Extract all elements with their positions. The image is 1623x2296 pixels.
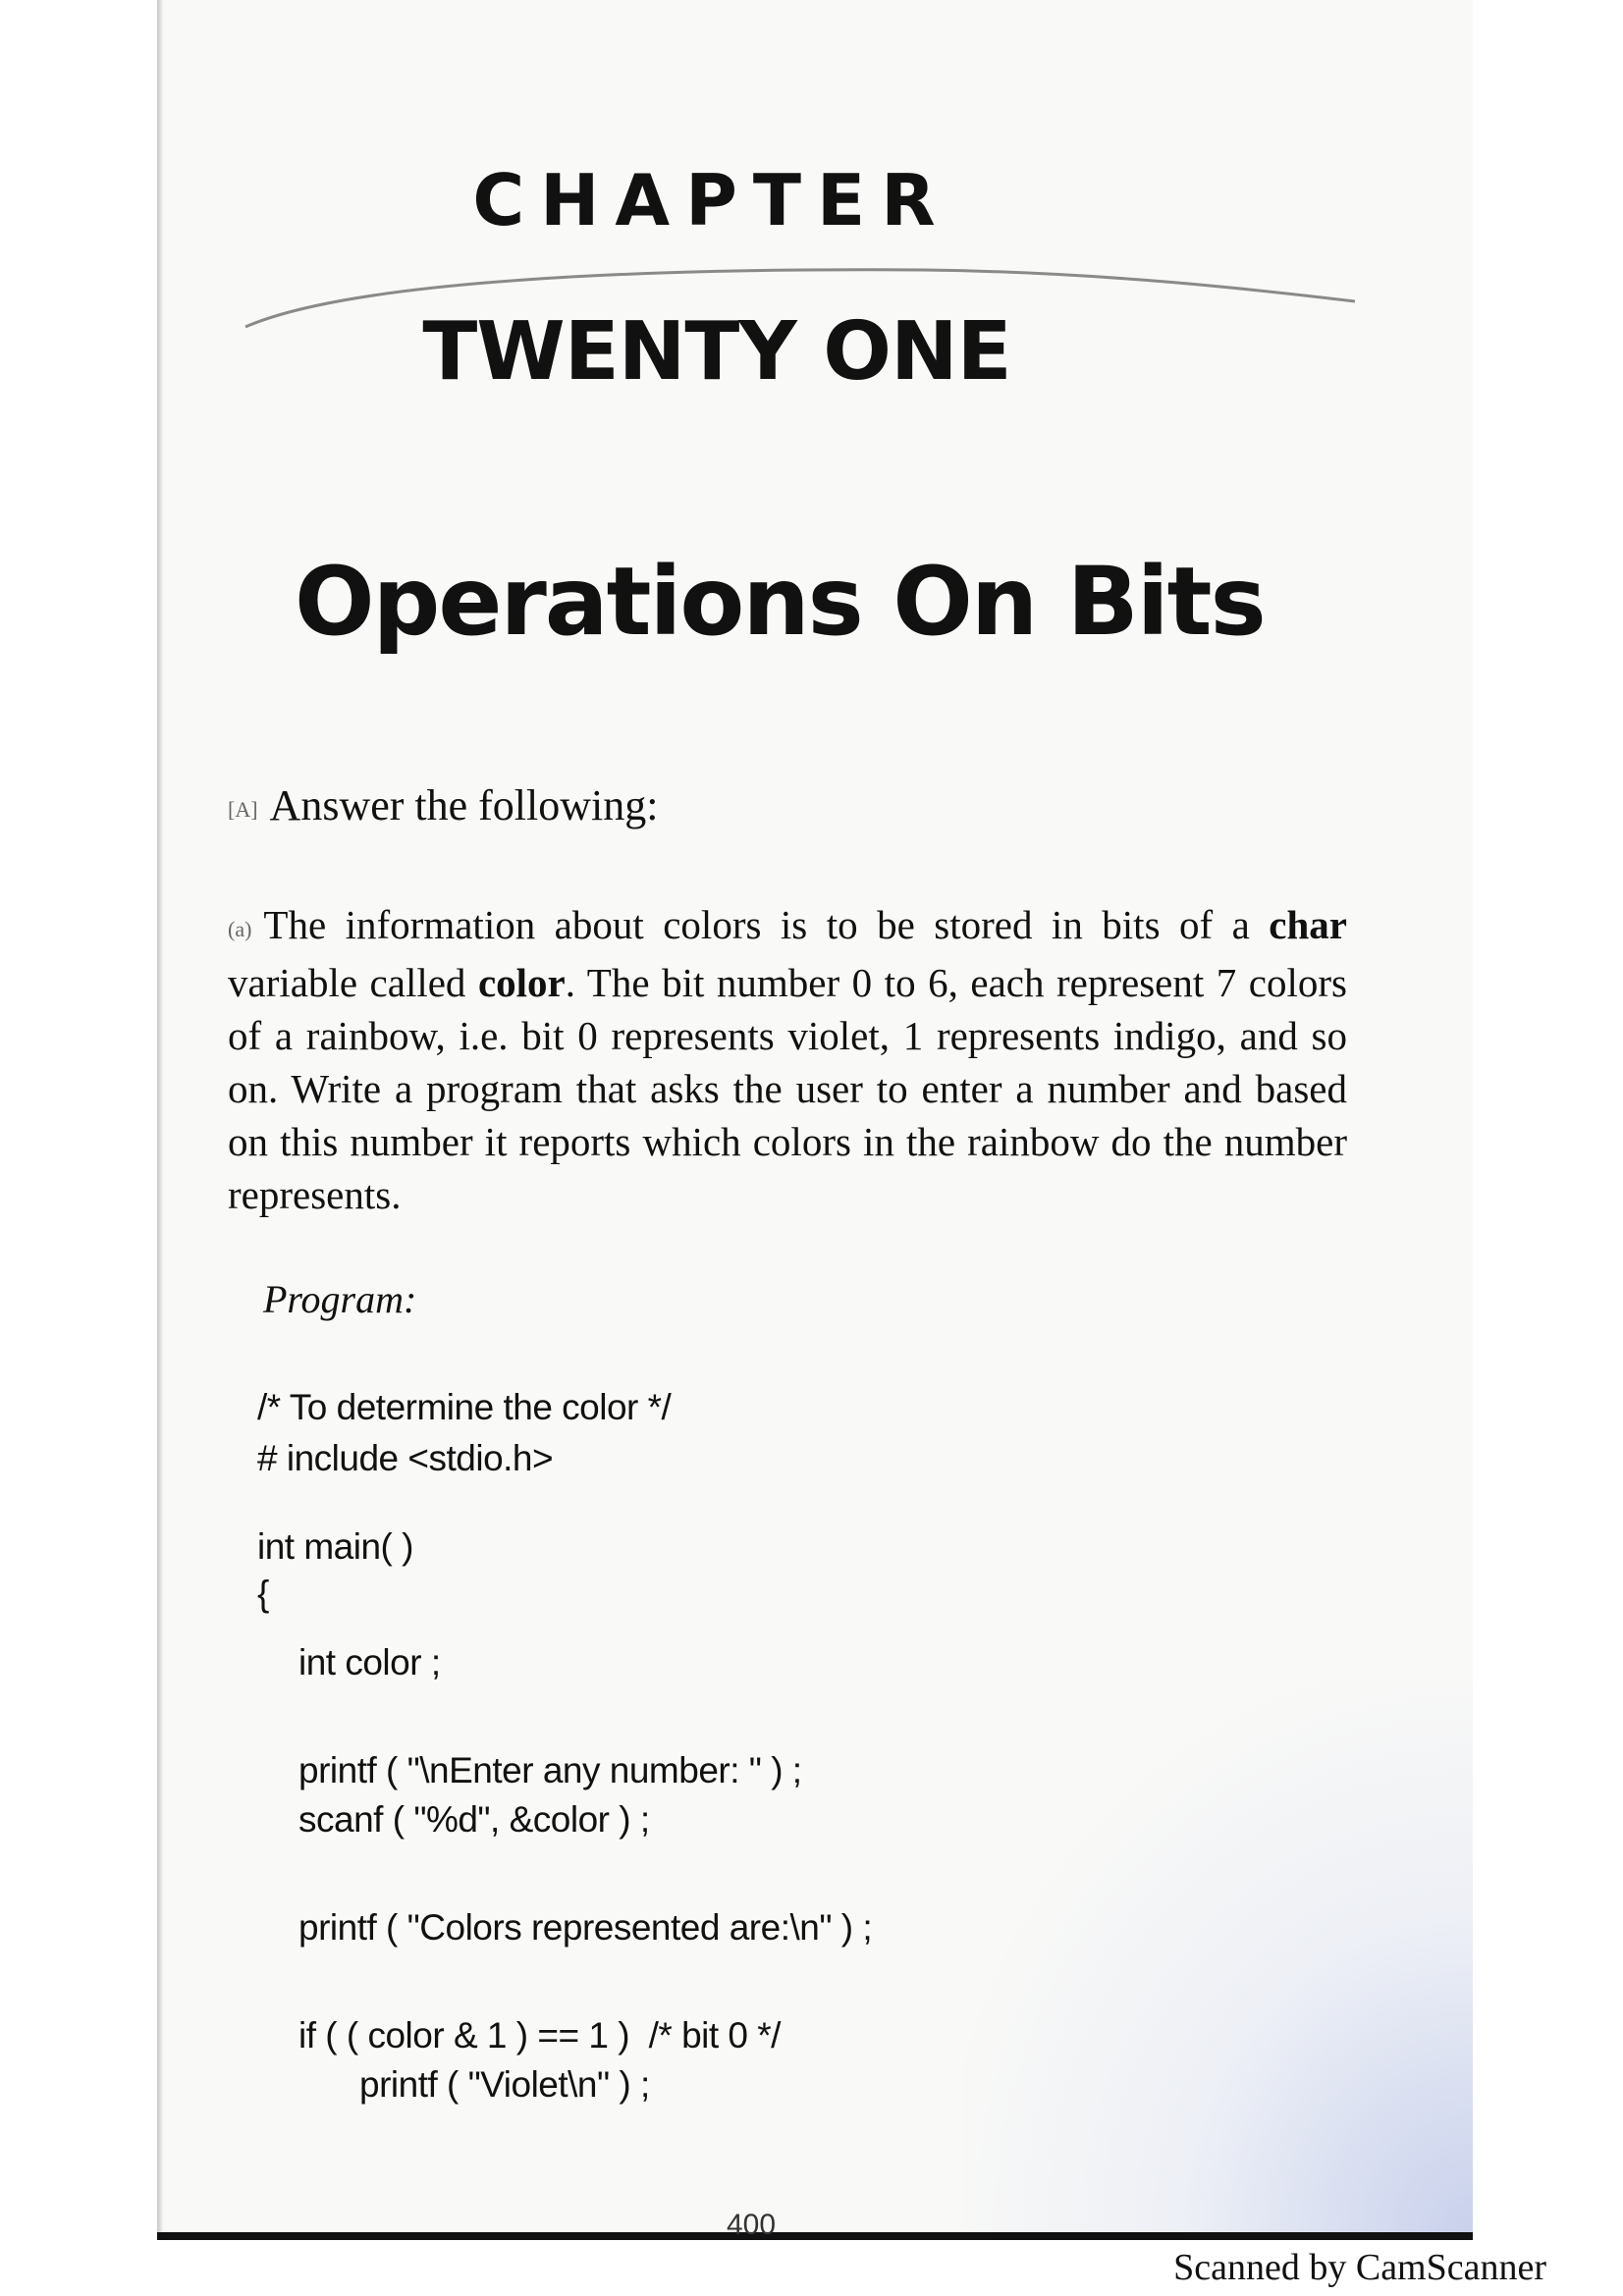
chapter-number: TWENTY ONE — [422, 305, 1011, 399]
question-paragraph — [228, 898, 1347, 1221]
section-marker: [A] — [228, 796, 258, 822]
code-line-printf-header: printf ( "Colors represented are:\n" ) ; — [298, 1907, 873, 1948]
code-line-printf-prompt: printf ( "\nEnter any number: " ) ; — [298, 1750, 802, 1790]
code-line-declaration: int color ; — [298, 1642, 441, 1682]
section-heading — [228, 780, 658, 832]
chapter-title: Operations On Bits — [295, 547, 1265, 657]
scan-bottom-edge — [157, 2232, 1473, 2240]
scan-lighting-tint — [962, 1682, 1473, 2232]
code-line-printf-violet: printf ( "Violet\n" ) ; — [359, 2064, 650, 2105]
question-keyword-char: char — [1269, 902, 1347, 947]
code-line-comment: /* To determine the color */ — [257, 1387, 672, 1427]
section-heading-text: Answer the following: — [269, 781, 659, 829]
page-number: 400 — [727, 2209, 777, 2241]
page-binding-shadow — [157, 0, 163, 2240]
question-text-part-3: . The bit number 0 to 6, each represent 7 colors of a rainbow, i.e. bit 0 represents violet, 1 represents indigo, and so on. Write a program that asks the user to enter a number and based on this number it reports which colors in the rainbow do the number represents. — [228, 959, 1347, 1217]
code-line-if-bit0: if ( ( color & 1 ) == 1 ) /* bit 0 */ — [298, 2015, 781, 2056]
code-line-open-brace: { — [257, 1574, 269, 1614]
question-keyword-color: color — [477, 959, 566, 1005]
question-marker: (a) — [228, 916, 252, 941]
chapter-label: CHAPTER — [472, 159, 951, 241]
camscanner-watermark: Scanned by CamScanner — [1173, 2247, 1546, 2288]
question-text-part-2: variable called — [228, 959, 478, 1005]
code-line-main: int main( ) — [257, 1526, 413, 1567]
code-line-scanf: scanf ( "%d", &color ) ; — [298, 1799, 650, 1840]
program-label: Program: — [263, 1277, 417, 1321]
question-text-part-1: The information about colors is to be stored in bits of a — [263, 902, 1270, 947]
code-line-include: # include <stdio.h> — [257, 1438, 554, 1478]
